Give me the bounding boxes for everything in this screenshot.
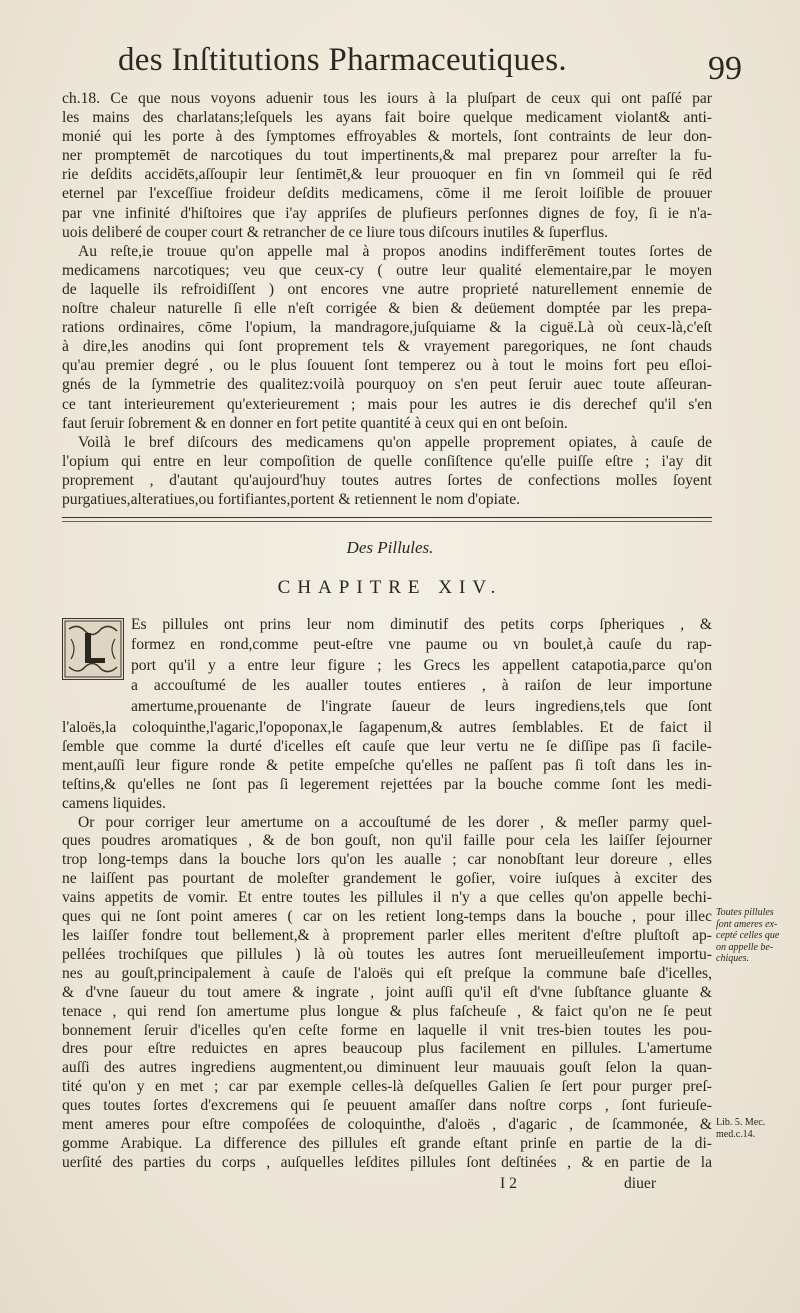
pills-text-block: [62, 719, 712, 1173]
text-line: qu'au premier degré , ou le plus ſouuent ſont temperez ou à tout le moins fort peu eſloi-: [62, 357, 712, 375]
text-line: à dire,les anodins qui ſont proprement tels & vrayement paregoriques, ne ſont chauds: [62, 338, 712, 356]
text-line: eternel par l'exceſſiue froideur deſdits medicamens, cōme il me ſeroit loiſible de prouuer: [62, 185, 712, 203]
text-line: ment,auſſi leur figure ronde & petite empeſche qu'elles ne paſſent pas ſi toſt dans les in-: [62, 756, 712, 774]
margin-note-line: cepté celles que: [716, 930, 780, 941]
text-line: uois deliberé de couper court & retrancher de ce liure tous diſcours inutiles & ſuperflus.: [62, 223, 609, 241]
section-rule-thin: [62, 521, 712, 522]
signature-mark: I 2: [500, 1175, 517, 1192]
text-line: rie deſdits accidēts,aſſoupir leur ſentimēt,& leur prouoquer en fin vn ſommeil qui ſe rēd: [62, 166, 712, 184]
margin-note-pillules: [716, 907, 796, 965]
text-line: tenace , qui rend ſon amertume plus longue & plus faſcheuſe , & faict qu'on ne ſe peut: [62, 1002, 712, 1020]
margin-note-line: Lib. 5. Mec.: [716, 1117, 766, 1128]
text-line: Au reſte,ie trouue qu'on appelle mal à propos anodins indifferēment toutes ſortes de: [78, 242, 712, 260]
chapter-opening-lines: [131, 615, 712, 717]
ornamental-initial-l: [62, 618, 124, 680]
text-line: port qu'il y a entre leur figure ; les Grecs les appellent catapotia,parce qu'on: [131, 656, 712, 674]
text-line: pellées trochiſques que pillules ) là où toutes les autres ſont merueilleuſement importu-: [62, 945, 712, 963]
text-line: Voilà le bref diſcours des medicamens qu'on appelle proprement opiates, à cauſe de: [78, 433, 712, 451]
chapter-heading: CHAPITRE XIV.: [277, 577, 503, 598]
text-line: gomme Arabique. La difference des pillules eſt grande eſtant prinſe en partie de la di-: [62, 1134, 712, 1152]
page-number: 99: [708, 50, 742, 87]
text-line: bonnement ſeruir d'icelles qu'en ceſte forme en laquelle il vnit tres-bien toutes les pou-: [62, 1021, 712, 1039]
text-line: uerſité des parties du corps , auſquelles leſdites pillules ſont deſtinées , & en partie de la: [62, 1153, 712, 1171]
text-line: les laiſſer fondre tout bellement,& à proprement parler elles meritent d'eſtre pluſtoſt ap-: [62, 926, 712, 944]
text-line: rations ordinaires, cōme l'opium, la mandragore,juſquiame & la ciguë.Là où ceux-là,c'eſt: [62, 319, 712, 337]
text-line: a accouſtumé de les aualler toutes entieres , à raiſon de leur importune: [131, 677, 712, 695]
text-line: l'aloës,la coloquinthe,l'agaric,l'opoponax,le ſagapenum,& autres ſemblables. Et de faict il: [62, 719, 712, 736]
text-line: proprement , d'autant qu'aujourd'huy toutes autres ſortes de confections molles ſoyent: [62, 471, 712, 489]
text-line: nes au gouſt,principalement à cauſe de l'aloës qui eſt preſque la commune baſe d'icelles,: [62, 964, 712, 982]
catchword: diuer: [624, 1175, 657, 1192]
text-line: ne laiſſent pas pourtant de moleſter grandement le goſier, voire iuſques à exciter des: [62, 870, 712, 888]
margin-note-reference: [716, 1117, 765, 1140]
margin-note-line: chiques.: [716, 953, 750, 964]
text-line: ment ameres pour eſtre compoſées de coloquinthe, d'aloës , d'agaric , de ſcammonée, &: [62, 1116, 712, 1134]
text-line: tité qu'on y en met ; car par exemple celles-là deſquelles Galien ſe ſert pour purger preſ-: [62, 1078, 712, 1096]
running-head: des Inſtitutions Pharmaceutiques.: [118, 42, 567, 78]
text-line: ques poudres aromatiques , & de bon gouſt, non qu'il faille pour cela les laiſſer ſejourner: [62, 832, 712, 850]
text-line: dres pour eſtre reduictes en apres beaucoup plus facilement en pillules. L'amertume: [62, 1040, 712, 1058]
margin-note-line: Toutes pillules: [716, 907, 774, 918]
text-line: vains appetits de vomir. Et entre toutes les pillules il n'y a que celles qu'on appelle bechi-: [62, 889, 712, 907]
text-line: formez en rond,comme peut-eſtre vne paume ou vn boulet,à cauſe du rap-: [131, 636, 712, 654]
text-line: les mains des charlatans;leſquels les ayans fait boire quelque medicament violant& anti-: [62, 109, 712, 127]
text-line: l'opium qui entre en leur compoſition de quelle conſiſtence qu'elle puiſſe eſtre ; i'ay dit: [62, 452, 712, 470]
text-line: purgatiues,alteratiues,ou fortifiantes,portent & retiennent le nom d'opiate.: [62, 490, 521, 508]
text-line: ques toutes ſortes d'excremens qui ſe peuuent amaſſer dans noſtre corps , ſont furieuſe-: [62, 1097, 712, 1115]
text-line: medicamens narcotiques; veu que ceux-cy ( outre leur qualité elementaire,par le moyen: [62, 261, 712, 279]
text-line: teſtins,& qu'elles ne ſont pas ſi legerement rejettées par la bouche comme ſont les medi-: [62, 775, 712, 793]
text-line: ch.18. Ce que nous voyons aduenir tous les iours à la pluſpart de ceux qui ont paſſé par: [62, 90, 712, 107]
text-line: trop long-temps dans la bouche lors qu'on les aualle ; car nonobſtant leur doreure , elles: [62, 851, 712, 869]
text-line: Es pillules ont prins leur nom diminutif des petits corps ſpheriques , &: [131, 616, 712, 633]
opiates-text-block: [62, 89, 712, 509]
text-line: Or pour corriger leur amertume on a accouſtumé de les dorer , & meſler parmy quel-: [78, 813, 712, 831]
margin-note-line: med.c.14.: [716, 1128, 756, 1140]
text-line: monié qui les porte à des ſymptomes effroyables & mortels, ſont contraints de leur don-: [62, 128, 712, 146]
text-line: camens liquides.: [62, 794, 166, 812]
margin-note-line: on appelle be-: [716, 941, 774, 953]
text-line: ſemble que comme la durté d'icelles eſt cauſe que leur vertu ne ſe diſſipe pas ſi facile-: [62, 737, 712, 755]
margin-note-line: ſont ameres ex-: [716, 918, 778, 930]
text-line: ce tant interieurement qu'exterieurement ; mais pour les autres ie dis derechef qu'il s'en: [62, 395, 712, 413]
text-line: ner promptemēt de narcotiques du tout impertinents,& mal preparez pour arreſter la fu-: [62, 147, 712, 165]
text-line: par vne infinité d'hiſtoires que i'ay appriſes de plufieurs perſonnes dignes de foy, ſi ie n'a-: [62, 204, 712, 222]
text-line: ques qui ne ſont point ameres ( car on les retient long-temps dans la bouche , pour illec: [62, 908, 712, 926]
text-line: auſſi des autres ingrediens augmentent,ou diminuent leur mauuais gouſt ſelon la quan-: [62, 1059, 712, 1077]
text-line: noſtre chaleur naturelle ſi elle n'eſt corrigée & bien & deüement domptée par les prepa-: [62, 300, 712, 318]
text-line: amertume,prouenante de l'ingrate ſaueur de leurs ingrediens,tels que ſont: [131, 697, 712, 715]
section-title: Des Pillules.: [346, 538, 434, 557]
text-line: faut ſeruir ſobrement & en donner en fort petite quantité à ceux qui en ont beſoin.: [62, 414, 568, 432]
text-line: gnés de la ſymmetrie des qualitez:voilà pourquoy on s'en peut ſeruir auec toute aſſeuran-: [62, 376, 712, 394]
section-rule: [62, 517, 712, 518]
text-line: & d'vne ſaueur du tout amere & ingrate , joint auſſi qu'il eſt d'vne ſubſtance gluante &: [62, 983, 712, 1001]
text-line: de laquelle ils refroidiſſent ) ont encores vne autre proprieté naturellement ennemie de: [62, 280, 712, 298]
